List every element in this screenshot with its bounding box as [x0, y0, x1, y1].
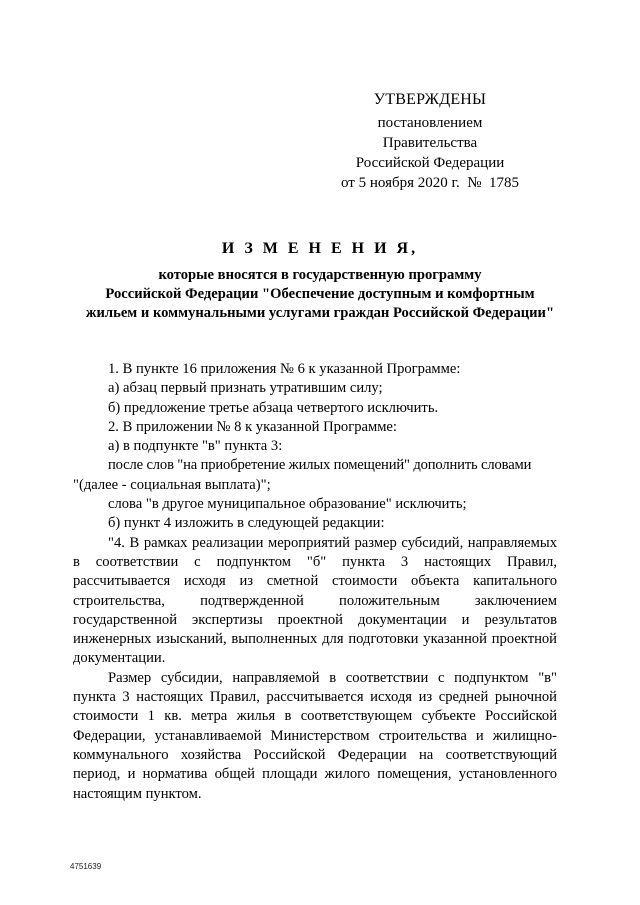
- document-code: 4751639: [70, 862, 102, 871]
- subtitle-line: которые вносятся в государственную программу: [158, 267, 482, 283]
- clause-2b: б) пункт 4 изложить в следующей редакции:: [108, 515, 385, 532]
- document-title: И З М Е Н Е Н И Я,: [221, 240, 419, 257]
- subtitle-line: Российской Федерации "Обеспечение доступным и комфортным: [105, 286, 535, 302]
- approval-title: УТВЕРЖДЕНЫ: [373, 91, 487, 108]
- approval-stamp: [330, 90, 530, 193]
- approval-line-2: Российской Федерации: [355, 155, 505, 171]
- clause-2a: а) в подпункте "в" пункта 3:: [108, 438, 283, 455]
- subtitle-line: жильем и коммунальными услугами граждан Российской Федерации": [85, 305, 555, 321]
- paragraph-subsidy-size: Размер субсидии, направляемой в соответствии с подпунктом "в" пункта 3 настоящих Правил, рассчитывается исходя из средней рыночной стоимости 1 кв. метра жилья в соответствующем субъекте Российской Федерации, устанавливаемой Министерством строительства и жилищно-коммунального хозяйства Российской Федерации на соответствующий период, и норматива общей площади жилого помещения, установленного настоящим пунктом.: [73, 669, 557, 802]
- approval-line-1: постановлением Правительства: [377, 115, 483, 151]
- document-body: [73, 360, 557, 804]
- clause-2a-text-cont: "(далее - социальная выплата)";: [73, 476, 271, 493]
- document-subtitle: [60, 266, 580, 323]
- clause-2a-text: после слов "на приобретение жилых помещений" дополнить словами: [108, 457, 532, 474]
- approval-date-line: от 5 ноября 2020 г. № 1785: [340, 175, 520, 191]
- clause-1a: а) абзац первый признать утратившим силу;: [108, 380, 383, 397]
- clause-2: 2. В приложении № 8 к указанной Программе:: [108, 418, 397, 435]
- paragraph-4-text: "4. В рамках реализации мероприятий размер субсидий, направляемых в соответствии с подпунктом "б" пункта 3 настоящих Правил, рассчитывается исходя из сметной стоимости объекта капитального строительства, подтвержденной положительным заключением государственной экспертизы проектной документации и результатов инженерных изысканий, выполненных для подготовки указанной проектной документации.: [73, 534, 557, 667]
- clause-2a-words: слова "в другое муниципальное образование" исключить;: [108, 496, 467, 513]
- clause-1: 1. В пункте 16 приложения № 6 к указанной Программе:: [108, 361, 461, 377]
- clause-1b: б) предложение третье абзаца четвертого исключить.: [108, 399, 439, 416]
